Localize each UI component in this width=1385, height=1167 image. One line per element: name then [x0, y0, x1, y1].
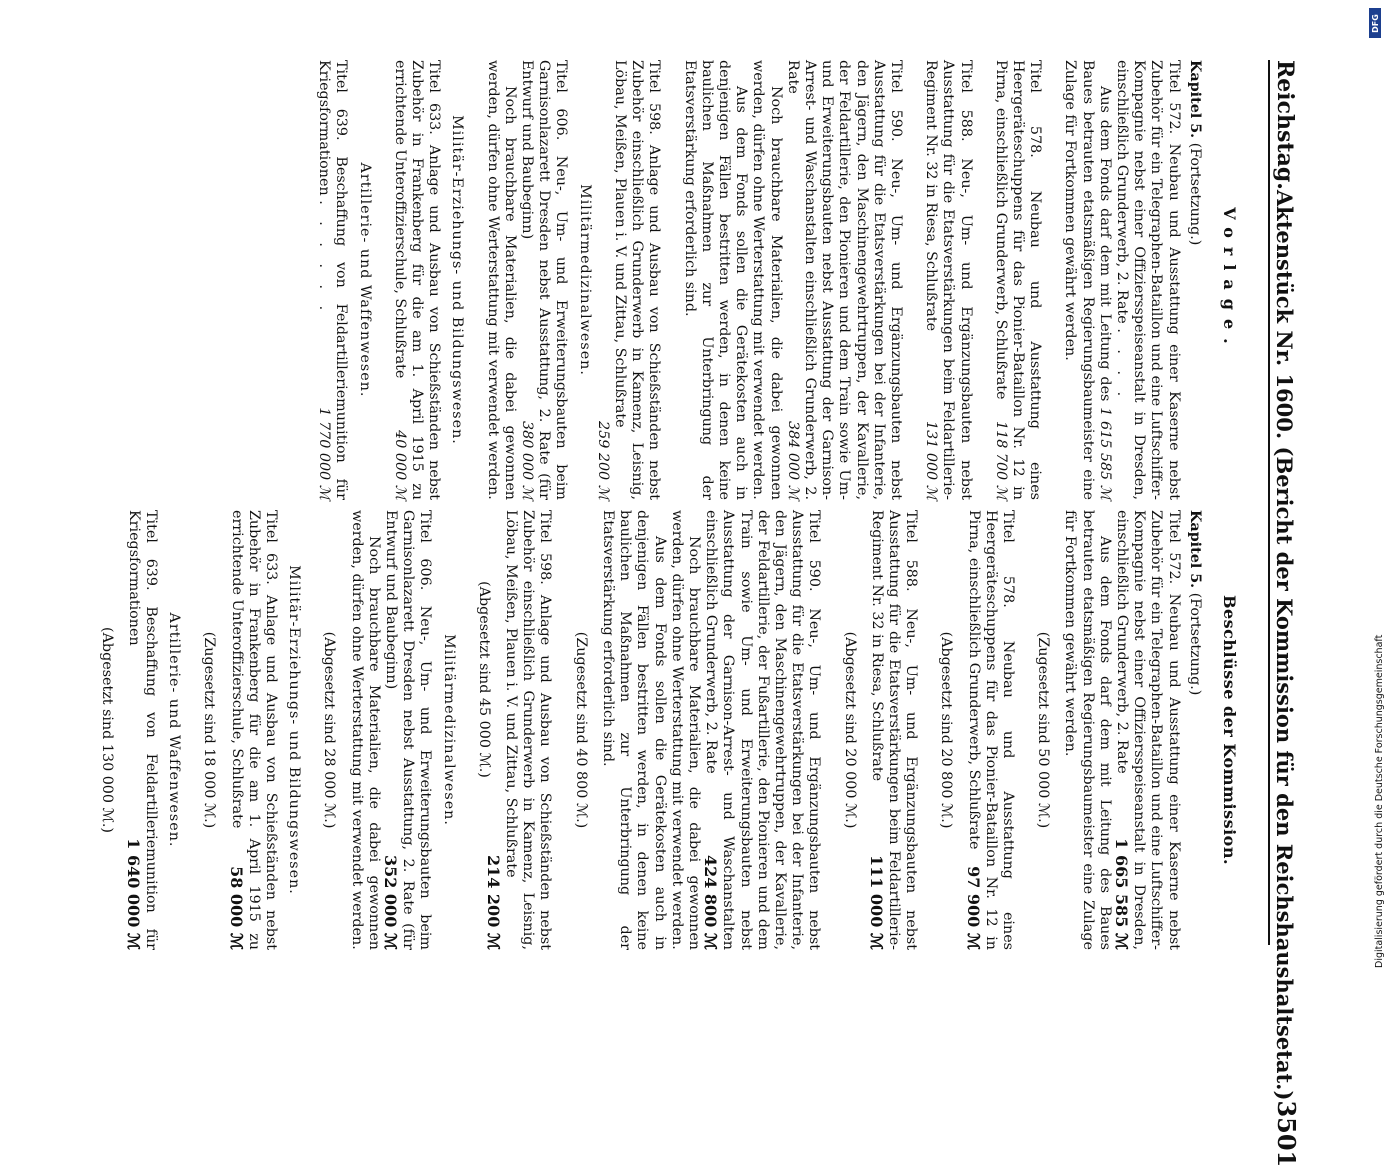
title-item: Titel 572. Neubau und Ausstattung einer Kaserne nebst Zubehör für ein Telegraphen-Bataillon und eine Luftschiffer-Kompagnie nebst einer Offiziersspeiseanstalt in Dresden, einschließlich Grunderwerb, 2. Rate . . . . 1 615 585 ℳ Aus dem Fonds darf dem mit Leitung des Baues betrauten etatsmäßigen Regierungsbaumeister eine Zulage für Fortkommen gewährt werden.	[1062, 60, 1182, 500]
item-amount: 214 200 ℳ	[483, 854, 503, 950]
section-heading: Artillerie- und Waffenwesen.	[166, 612, 183, 848]
item-text: Titel 598. Anlage und Ausbau von Schießständen nebst Zubehör einschließlich Grunderwerb in Kamenz, Leisnig, Löbau, Meißen, Plauen i. V. und Zittau, Schlußrate	[611, 60, 663, 500]
title-item	[1034, 510, 1182, 950]
item-text: Titel 639. Beschaffung von Feldartilleriemunition für Kriegsformationen	[125, 510, 160, 950]
item-change: (Abgesetzt sind 20 000 ℳ.)	[841, 631, 858, 829]
title-item	[937, 510, 1016, 950]
item-change: (Zugesetzt sind 40 800 ℳ.)	[572, 631, 589, 829]
item-text: Titel 633. Anlage und Ausbau von Schießständen nebst Zubehör in Frankenberg für die am 1. April 1915 zu errichtende Unteroffizierschule, Schlußrate	[391, 60, 443, 500]
chapter-heading	[1186, 60, 1203, 500]
item-amount: 118 700 ℳ	[992, 421, 1009, 500]
item-text: Titel 590. Neu-, Um- und Ergänzungsbauten nebst Ausstattung für die Etatsverstärkungen bei der Infanterie, den Jägern, den Maschinengewehrtruppen, der Kavallerie, der Feldartillerie, der Fußartillerie, den Pionieren und dem Train sowie Um- und Erweiterungsbauten nebst Ausstattung der Garnison-Arrest- und Waschanstalten einschließlich Grunderwerb, 2. Rate	[703, 510, 823, 950]
section-heading: Militär-Erziehungs- und Bildungswesen.	[286, 565, 303, 895]
item-amount: 352 000 ℳ	[381, 854, 401, 950]
title-item	[594, 60, 663, 500]
title-item	[680, 60, 904, 500]
title-item	[475, 510, 554, 950]
item-change: (Zugesetzt sind 50 000 ℳ.)	[1035, 631, 1052, 829]
item-amount: 1 665 585 ℳ	[1111, 838, 1131, 950]
item-change: (Abgesetzt sind 130 000 ℳ.)	[98, 627, 115, 833]
title-item: Titel 639. Beschaffung von Feldartilleriemunition für Kriegsformationen . . . . . . 1 770 000 ℳ	[316, 60, 350, 500]
credit-text: Digitalisierung gefördert durch die Deutsche Forschungsgemeinschaft	[1374, 634, 1385, 968]
chapter-suffix: (Fortsetzung.)	[1186, 592, 1203, 696]
item-note: Noch brauchbare Materialien, die dabei gewonnen werden, dürfen ohne Werterstattung mit verwendet werden.	[750, 60, 784, 500]
item-text: Titel 578. Neubau und Ausstattung eines Heergeräteschuppens für das Pionier-Bataillon Nr. 12 in Pirna, einschließlich Grunderwerb, Schlußrate	[965, 510, 1016, 950]
item-change: (Abgesetzt sind 28 000 ℳ.)	[321, 631, 338, 829]
item-text: Titel 588. Neu-, Um- und Ergänzungsbauten nebst Ausstattung für die Etatsverstärkungen beim Feldartillerie-Regiment Nr. 32 in Riesa, Schlußrate	[923, 60, 974, 500]
item-note: Noch brauchbare Materialien, die dabei gewonnen werden, dürfen ohne Werterstattung mit verwendet werden.	[348, 510, 382, 950]
item-note: Aus dem Fonds darf dem mit Leitung des Baues betrauten etatsmäßigen Regierungsbaumeister eine Zulage für Fortkommen gewährt werden.	[1062, 510, 1113, 950]
item-amount: 424 800 ℳ	[701, 854, 721, 950]
item-text: Titel 578. Neubau und Ausstattung eines Heergeräteschuppens für das Pionier-Bataillon Nr. 12 in Pirna, einschließlich Grunderwerb, Schlußrate	[992, 60, 1044, 500]
header-left: Reichstag.	[1272, 60, 1298, 190]
item-change: (Abgesetzt sind 20 800 ℳ.)	[938, 631, 955, 829]
item-text: Titel 572. Neubau und Ausstattung einer Kaserne nebst Zubehör für ein Telegraphen-Bataillon und eine Luftschiffer-Kompagnie nebst einer Offiziersspeiseanstalt in Dresden, einschließlich Grunderwerb, 2. Rate	[1113, 60, 1182, 500]
section-heading: Artillerie- und Waffenwesen.	[356, 162, 373, 398]
chapter-heading	[1186, 510, 1203, 950]
item-amount: 40 000 ℳ	[391, 430, 408, 500]
chapter-label: Kapitel 5.	[1186, 60, 1203, 139]
title-item	[992, 60, 1044, 500]
item-change: (Zugesetzt sind 18 000 ℳ.)	[201, 631, 218, 829]
item-amount: 259 200 ℳ	[594, 421, 611, 500]
item-note: Aus dem Fonds sollen die Gerätekosten auch in denjenigen Fällen bestritten werden, in denen keine baulichen Maßnahmen zur Unterbringung der Etatsverstärkung erforderlich sind.	[681, 60, 750, 500]
item-text: Titel 588. Neu-, Um- und Ergänzungsbauten nebst Ausstattung für die Etatsverstärkungen beim Feldartillerie-Regiment Nr. 32 in Riesa, Schlußrate	[868, 510, 920, 950]
title-item	[97, 510, 159, 950]
item-text: Titel 606. Neu-, Um- und Erweiterungsbauten beim Garnisonlazarett Dresden nebst Ausstattung, 2. Rate (für Entwurf und Baubeginn)	[383, 510, 434, 950]
item-text: Titel 572. Neubau und Ausstattung einer Kaserne nebst Zubehör für ein Telegraphen-Bataillon und eine Luftschiffer-Kompagnie nebst einer Offiziersspeiseanstalt in Dresden, einschließlich Grunderwerb, 2. Rate	[1113, 510, 1182, 950]
title-item	[572, 510, 823, 950]
item-amount: 111 000 ℳ	[866, 854, 886, 950]
item-amount: 1 770 000 ℳ	[316, 407, 333, 500]
item-change: (Abgesetzt sind 45 000 ℳ.)	[475, 581, 492, 778]
title-item	[840, 510, 919, 950]
page-number: 3501	[1272, 1100, 1301, 1167]
item-text: Titel 590. Neu-, Um- und Ergänzungsbauten nebst Ausstattung für die Etatsverstärkungen bei der Infanterie, den Jägern, den Maschinengewehrtruppen, der Kavallerie, der Feldartillerie, den Pionieren und dem Train sowie Um- und Erweiterungsbauten nebst Ausstattung der Garnison-Arrest- und Waschanstalten einschließlich Grunderwerb, 2. Rate	[784, 60, 904, 500]
item-text: Titel 598. Anlage und Ausbau von Schießständen nebst Zubehör einschließlich Grunderwerb in Kamenz, Leisnig, Löbau, Meißen, Plauen i. V. und Zittau, Schlußrate	[503, 510, 554, 950]
item-text: Titel 639. Beschaffung von Feldartilleriemunition für Kriegsformationen	[316, 60, 350, 500]
section-heading: Militärmedizinalwesen.	[440, 634, 457, 826]
title-item	[391, 60, 443, 500]
column-title: Beschlüsse der Kommission.	[1220, 594, 1239, 866]
title-item	[922, 60, 974, 500]
header-title: Aktenstück Nr. 1600. (Bericht der Kommission für den Reichshaushaltsetat.)	[1272, 189, 1297, 1101]
column-beschluesse	[20, 510, 1260, 950]
chapter-suffix: (Fortsetzung.)	[1186, 142, 1203, 246]
item-note: Aus dem Fonds darf dem mit Leitung des Baues betrauten etatsmäßigen Regierungsbaumeister eine Zulage für Fortkommen gewährt werden.	[1062, 60, 1113, 500]
column-vorlage	[20, 60, 1260, 500]
item-amount: 58 000 ℳ	[226, 866, 246, 950]
item-amount: 380 000 ℳ	[519, 421, 536, 500]
section-heading: Militärmedizinalwesen.	[576, 184, 593, 376]
page-header	[1268, 60, 1320, 1167]
item-note: Noch brauchbare Materialien, die dabei gewonnen werden, dürfen ohne Werterstattung mit verwendet werden.	[484, 60, 518, 500]
item-text: Titel 606. Neu-, Um- und Erweiterungsbauten beim Garnisonlazarett Dresden nebst Ausstattung, 2. Rate (für Entwurf und Baubeginn)	[519, 60, 570, 500]
item-note: Aus dem Fonds sollen die Gerätekosten auch in denjenigen Fällen bestritten werden, in denen keine baulichen Maßnahmen zur Unterbringung der Etatsverstärkung erforderlich sind.	[599, 510, 668, 950]
item-note: Noch brauchbare Materialien, die dabei gewonnen werden, dürfen ohne Werterstattung mit verwendet werden.	[668, 510, 702, 950]
item-amount: 1 640 000 ℳ	[123, 838, 143, 950]
chapter-label: Kapitel 5.	[1186, 510, 1203, 589]
item-amount: 131 000 ℳ	[923, 421, 940, 500]
title-item	[320, 510, 433, 950]
item-amount: 384 000 ℳ	[784, 421, 801, 500]
digitization-credit	[1360, 8, 1385, 998]
title-item	[483, 60, 569, 500]
column-title: Vorlage.	[1220, 207, 1239, 353]
title-item	[200, 510, 279, 950]
item-amount: 1 615 585 ℳ	[1096, 407, 1113, 500]
dfg-logo-text: DFG	[1370, 13, 1380, 33]
section-heading: Militär-Erziehungs- und Bildungswesen.	[449, 115, 466, 445]
item-text: Titel 633. Anlage und Ausbau von Schießständen nebst Zubehör in Frankenberg für die am 1. April 1915 zu errichtende Unteroffizierschule, Schlußrate	[228, 510, 280, 950]
item-amount: 97 900 ℳ	[963, 866, 983, 950]
